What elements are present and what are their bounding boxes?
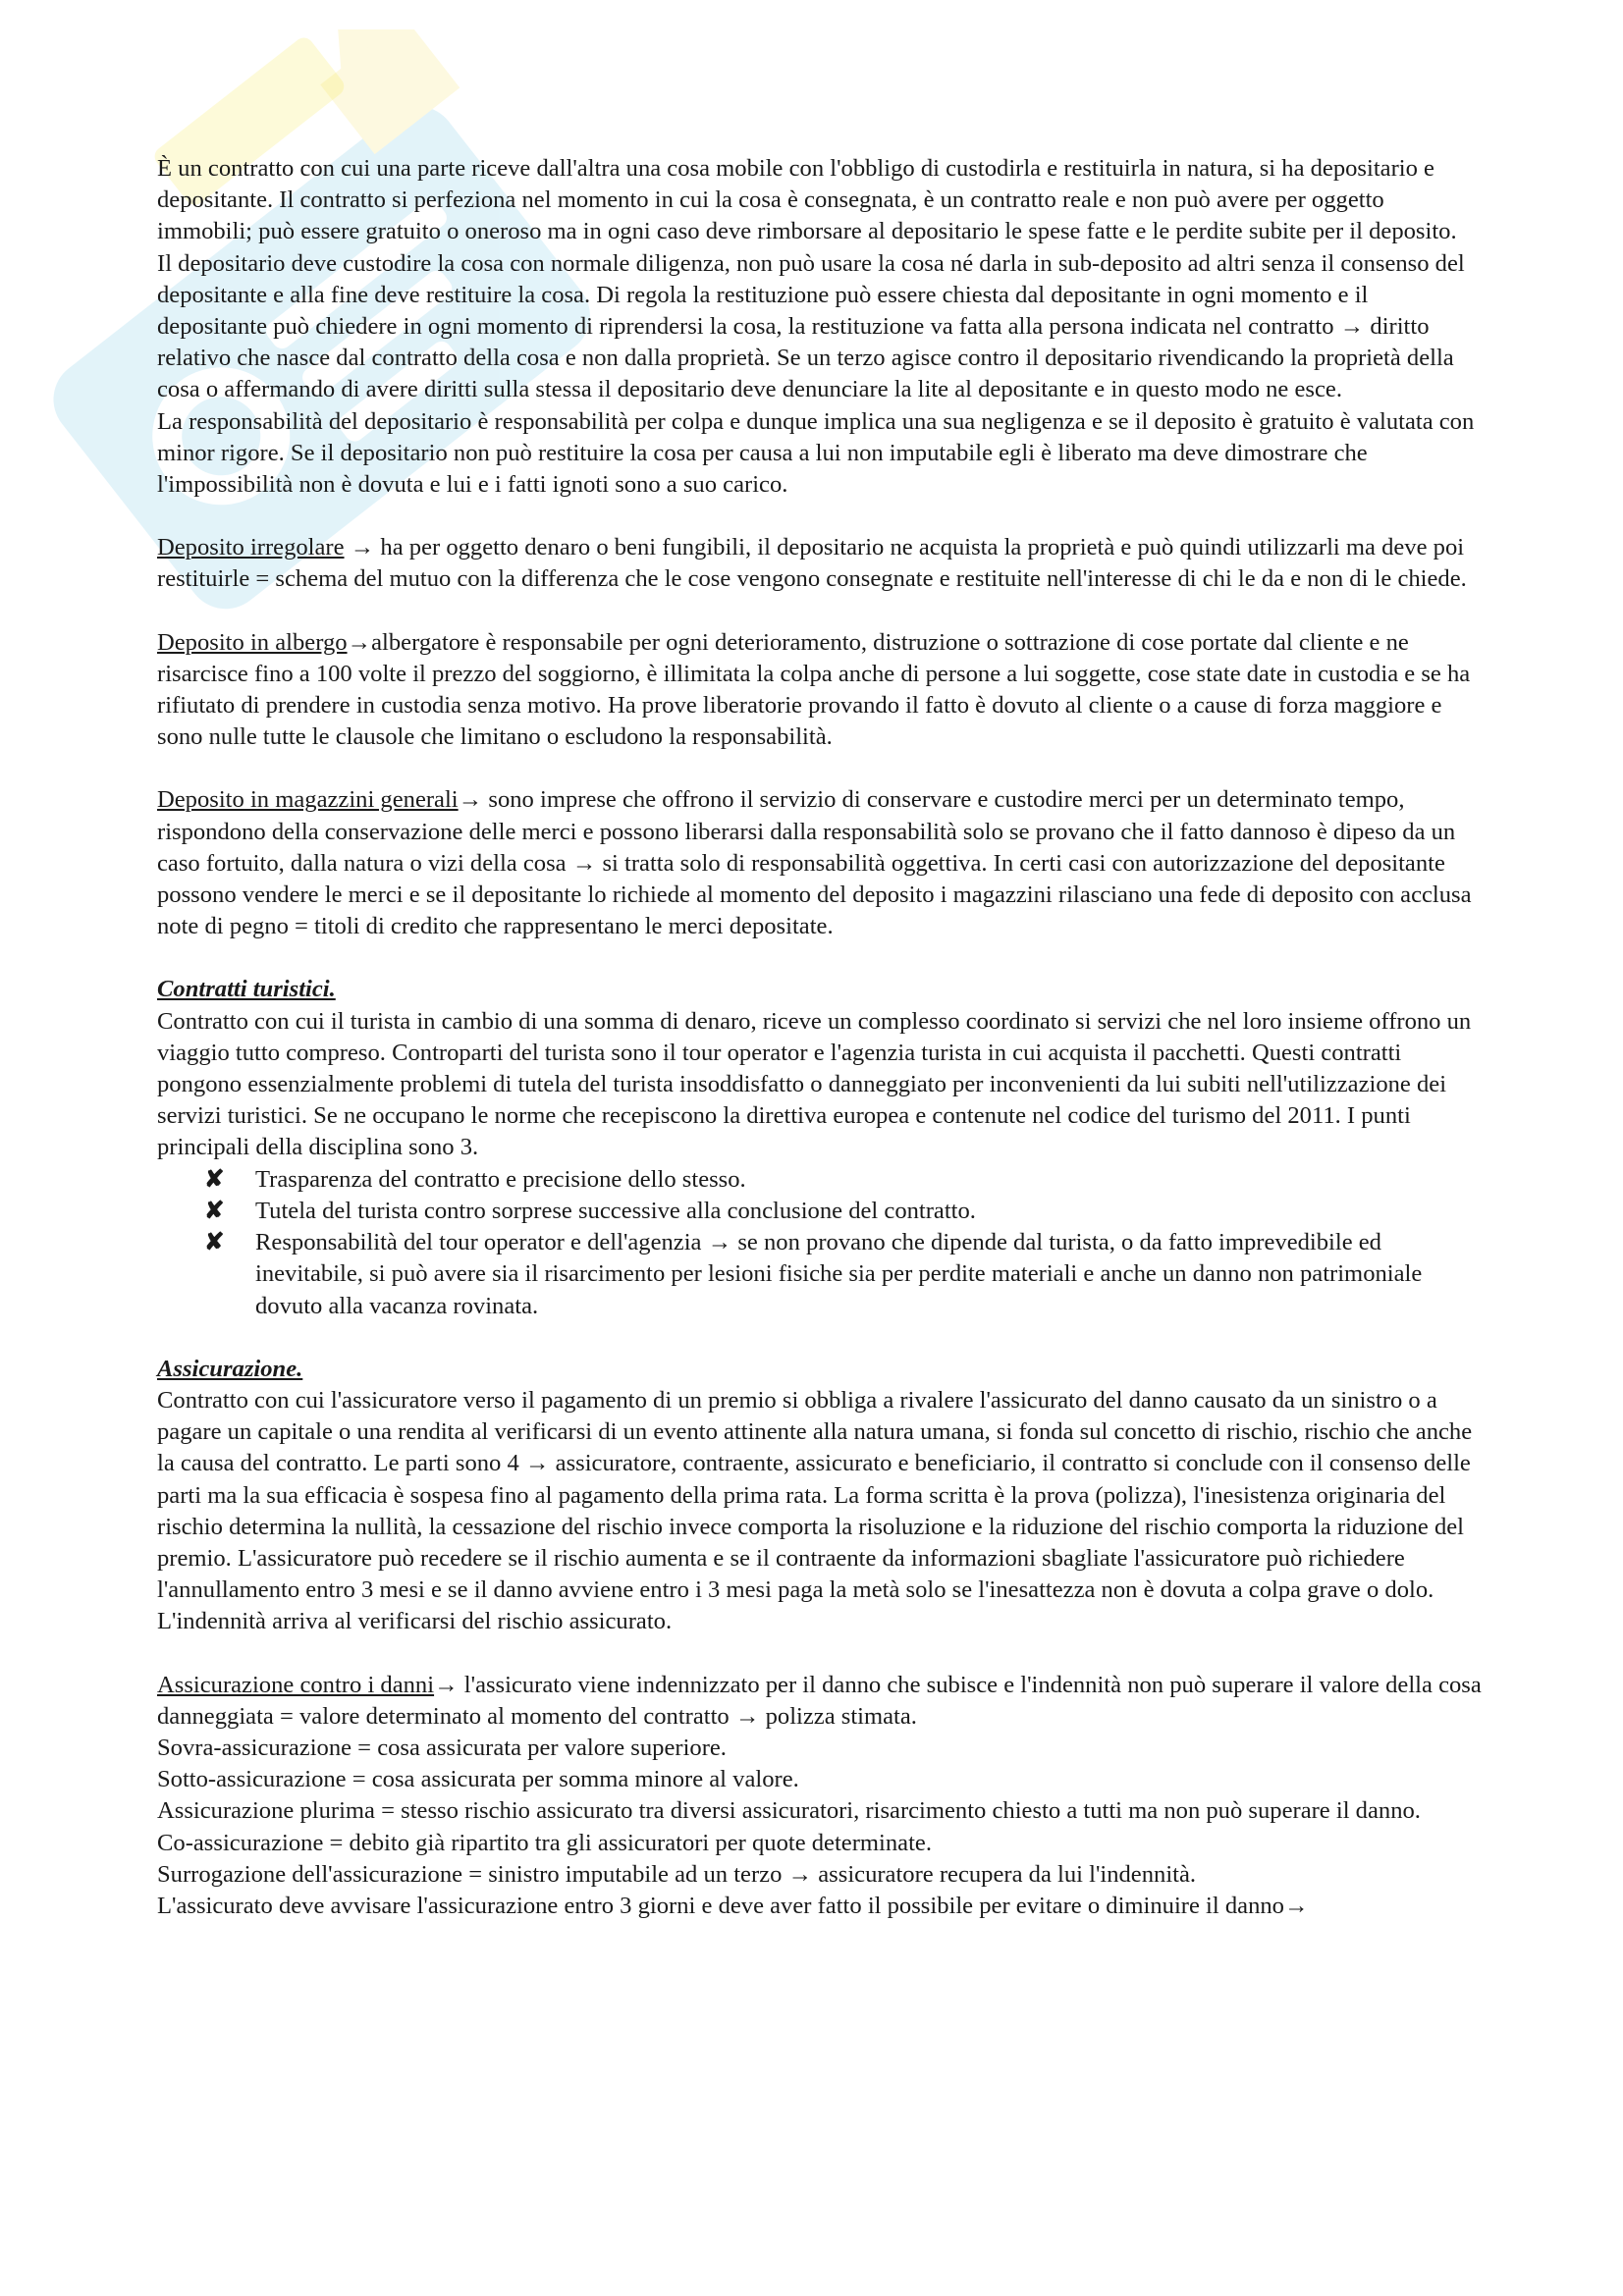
avviso-assicurazione-line: L'assicurato deve avvisare l'assicurazione entro 3 giorni e deve aver fatto il possibile per evitare o diminuire il danno→ bbox=[157, 1892, 1309, 1919]
sotto-assicurazione-line: Sotto-assicurazione = cosa assicurata per somma minore al valore. bbox=[157, 1766, 799, 1793]
co-assicurazione-line: Co-assicurazione = debito già ripartito tra gli assicuratori per quote determinate. bbox=[157, 1829, 932, 1856]
deposito-irregolare-text: → ha per oggetto denaro o beni fungibili, il depositario ne acquista la proprietà e può quindi utilizzarli ma deve poi restituirle = schema del mutuo con la differenza che le cose vengono consegnate e restituite nell'interesse di chi le da e non di le chiede. bbox=[157, 534, 1467, 593]
deposito-irregolare-label: Deposito irregolare bbox=[157, 534, 345, 561]
contratti-turistici-paragraph: Contratto con cui il turista in cambio di una somma di denaro, riceve un complesso coordinato si servizi che nel loro insieme offrono un viaggio tutto compreso. Controparti del turista sono il tour operator e l'agenzia turista in cui acquista il pacchetti. Questi contratti pongono essenzialmente problemi di tutela del turista insoddisfatto o danneggiato per inconvenienti da lui subiti nell'utilizzazione dei servizi turistici. Se ne occupano le norme che recepiscono la direttiva europea e contenute nel codice del turismo del 2011. I punti principali della disciplina sono 3. bbox=[157, 1007, 1472, 1161]
assicurazione-paragraph: Contratto con cui l'assicuratore verso il pagamento di un premio si obbliga a rivalere l'assicurato del danno causato da un sinistro o a pagare un capitale o una rendita al verificarsi di un evento attinente alla natura umana, si fonda sul concetto di rischio, rischio che anche la causa del contratto. Le parti sono 4 → assicuratore, contraente, assicurato e beneficiario, il contratto si conclude con il consenso delle parti ma la sua efficacia è sospesa fino al pagamento della prima rata. La forma scritta è la prova (polizza), l'inesistenza originaria del rischio determina la nullità, la cessazione del rischio invece comporta la risoluzione e la riduzione del rischio comporta la riduzione del premio. L'assicuratore può recedere se il rischio aumenta e se il contraente da informazioni sbagliate l'assicuratore può richiedere l'annullamento entro 3 mesi e se il danno avviene entro i 3 mesi paga la metà solo se l'inesattezza non è dovuta a colpa grave o dolo. L'indennità arriva al verificarsi del rischio assicurato. bbox=[157, 1386, 1473, 1635]
cross-mark-icon: ✘ bbox=[204, 1197, 225, 1224]
deposito-obblighi: Il depositario deve custodire la cosa con normale diligenza, non può usare la cosa né darla in sub-deposito ad altri senza il consenso del depositante e alla fine deve restituire la cosa. Di regola la restituzione può essere chiesta dal depositante in ogni momento e il depositante può chiedere in ogni momento di riprendersi la cosa, la restituzione va fatta alla persona indicata nel contratto → diritto relativo che nasce dal contratto della cosa e non dalla proprietà. Se un terzo agisce contro il depositario rivendicando la proprietà della cosa o affermando di avere diritti sulla stessa il depositario deve denunciare la lite al depositante e in questo modo ne esce. bbox=[157, 249, 1465, 403]
deposito-magazzini-text: → sono imprese che offrono il servizio di conservare e custodire merci per un determinato tempo, rispondono della conservazione delle merci e possono liberarsi dalla responsabilità solo se provano che il fatto dannoso è dipeso da un caso fortuito, dalla natura o vizi della cosa → si tratta solo di responsabilità oggettiva. In certi casi con autorizzazione del depositante possono vendere le merci e se il depositante lo richiede al momento del deposito i magazzini rilasciano una fede di deposito con acclusa note di pegno = titoli di credito che rappresentano le merci depositate. bbox=[157, 786, 1472, 940]
document-body bbox=[157, 153, 1483, 1922]
sovra-assicurazione-line: Sovra-assicurazione = cosa assicurata per valore superiore. bbox=[157, 1734, 727, 1761]
contratti-turistici-heading: Contratti turistici. bbox=[157, 976, 336, 1003]
surrogazione-line: Surrogazione dell'assicurazione = sinistro imputabile ad un terzo → assicuratore recupera da lui l'indennità. bbox=[157, 1860, 1197, 1888]
contratti-turistici-list bbox=[157, 1164, 1483, 1322]
deposito-definition: È un contratto con cui una parte riceve dall'altra una cosa mobile con l'obbligo di custodirla e restituirla in natura, si ha depositario e depositante. Il contratto si perfeziona nel momento in cui la cosa è consegnata, è un contratto reale e non può avere per oggetto immobili; può essere gratuito o oneroso ma in ogni caso deve rimborsare al depositario le spese fatte e le perdite subite per il deposito. bbox=[157, 155, 1457, 245]
cross-mark-icon: ✘ bbox=[204, 1229, 225, 1256]
assicurazione-danni-text: → l'assicurato viene indennizzato per il danno che subisce e l'indennità non può superare il valore della cosa danneggiata = valore determinato al momento del contratto → polizza stimata. bbox=[157, 1671, 1482, 1730]
list-item: ✘ Trasparenza del contratto e precisione dello stesso. bbox=[255, 1164, 1483, 1196]
assicurazione-plurima-line: Assicurazione plurima = stesso rischio assicurato tra diversi assicuratori, risarcimento chiesto a tutti ma non può superare il danno. bbox=[157, 1797, 1421, 1825]
deposito-albergo-text: →albergatore è responsabile per ogni deterioramento, distruzione o sottrazione di cose portate dal cliente e ne risarcisce fino a 100 volte il prezzo del soggiorno, è illimitata la colpa anche di persone a lui soggette, cose state date in custodia e se ha rifiutato di prendere in custodia senza motivo. Ha prove liberatorie provando il fatto è dovuto al cliente o a cause di forza maggiore e sono nulle tutte le clausole che limitano o escludono la responsabilità. bbox=[157, 628, 1471, 751]
cross-mark-icon: ✘ bbox=[204, 1165, 225, 1193]
list-item: ✘ Responsabilità del tour operator e dell'agenzia → se non provano che dipende dal turista, o da fatto imprevedibile ed inevitabile, si può avere sia il risarcimento per lesioni fisiche sia per perdite materiali e anche un danno non patrimoniale dovuto alla vacanza rovinata. bbox=[204, 1229, 1423, 1319]
assicurazione-danni-label: Assicurazione contro i danni bbox=[157, 1671, 435, 1698]
deposito-responsabilita: La responsabilità del depositario è responsabilità per colpa e dunque implica una sua negligenza e se il deposito è gratuito è valutata con minor rigore. Se il depositario non può restituire la cosa per causa a lui non imputabile egli è liberato ma deve dimostrare che l'impossibilità non è dovuta e lui e i fatti ignoti sono a suo carico. bbox=[157, 407, 1475, 499]
assicurazione-heading: Assicurazione. bbox=[157, 1355, 303, 1382]
deposito-magazzini-paragraph bbox=[157, 784, 1483, 942]
list-item: ✘ Tutela del turista contro sorprese successive alla conclusione del contratto. bbox=[255, 1196, 1483, 1227]
deposito-irregolare-paragraph bbox=[157, 532, 1483, 595]
deposito-magazzini-label: Deposito in magazzini generali bbox=[157, 786, 459, 814]
assicurazione-danni-paragraph bbox=[157, 1670, 1483, 1733]
deposito-albergo-label: Deposito in albergo bbox=[157, 628, 348, 656]
deposito-albergo-paragraph bbox=[157, 627, 1483, 754]
